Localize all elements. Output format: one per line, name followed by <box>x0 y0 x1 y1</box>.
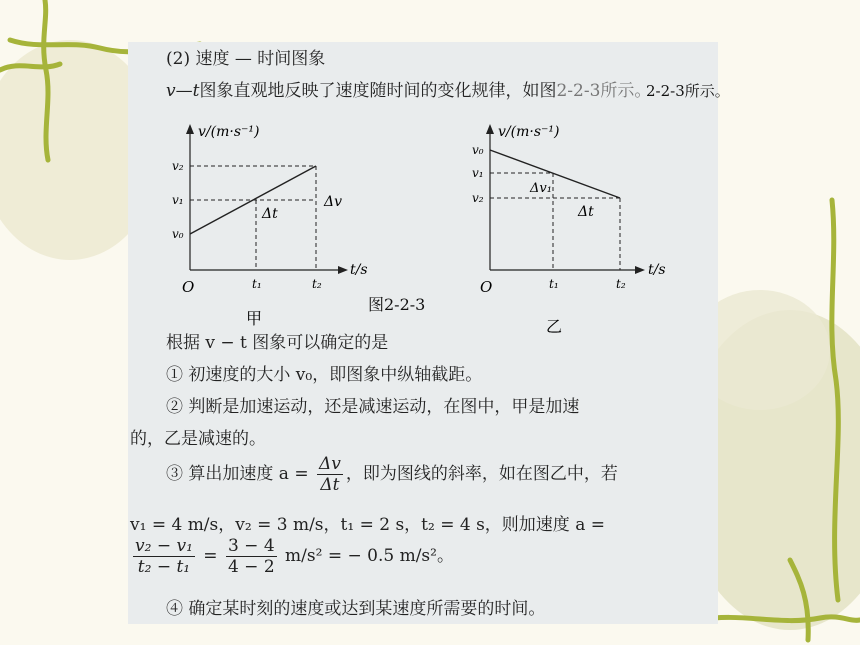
delta-t-label: Δt <box>262 206 278 222</box>
item-4: ④ 确定某时刻的速度或达到某速度所需要的时间。 <box>166 599 546 619</box>
x-axis-arrow <box>635 266 645 274</box>
y-axis-arrow <box>486 124 494 134</box>
x-axis-label: t/s <box>350 262 368 278</box>
fraction-dv-dt: $\frac{\Delta v}{\Delta t}$ <box>319 454 341 495</box>
delta-v-label: Δv <box>324 194 343 210</box>
item-3-line-2: v₁ = 4 m/s，v₂ = 3 m/s，t₁ = 2 s，t₂ = 4 s，则加速度 a = <box>130 515 605 535</box>
delta-t-label: Δt <box>578 204 594 220</box>
fraction-v-t: $\frac{\text{v₂ − v₁}}{\text{t₂ − t₁}}$ <box>135 536 193 577</box>
y-axis-arrow <box>186 124 194 134</box>
item-2-line-1: ② 判断是加速运动，还是减速运动，在图中，甲是加速 <box>166 397 580 417</box>
tick-t2: t₂ <box>312 277 322 291</box>
velocity-line <box>490 150 620 198</box>
graph-label-yi: 乙 <box>546 317 563 336</box>
origin-label: O <box>182 278 195 296</box>
tick-v1: v₁ <box>472 166 484 180</box>
content-panel <box>128 42 718 624</box>
tick-v2: v₂ <box>472 191 484 205</box>
tick-v0: v₀ <box>472 143 484 157</box>
delta-v1-label: Δv₁ <box>530 181 552 196</box>
y-axis-label: v/(m·s⁻¹) <box>498 124 560 140</box>
tick-v1: v₁ <box>172 193 184 207</box>
section-heading: (2) 速度 — 时间图象 <box>166 49 326 69</box>
intro-line: v—t图象直观地反映了速度随时间的变化规律，如图2-2-3所示。 <box>166 81 652 101</box>
tick-v0: v₀ <box>172 227 184 241</box>
tick-t1: t₁ <box>549 277 559 291</box>
figure-caption: 图2-2-3 <box>368 295 426 314</box>
figure-reference-overlay: 2-2-3所示。 <box>646 82 730 100</box>
item-3-line-1: ③ 算出加速度 a = $\frac{\Delta v}{\Delta t}$ ，即为图线的斜率，如在图乙中，若 <box>166 454 618 495</box>
graph-yi <box>472 124 666 336</box>
conclusion-intro: 根据 v − t 图象可以确定的是 <box>166 333 389 353</box>
y-axis-label: v/(m·s⁻¹) <box>198 124 260 140</box>
x-axis-label: t/s <box>648 262 666 278</box>
tick-t2: t₂ <box>616 277 626 291</box>
graph-label-jia: 甲 <box>246 309 263 328</box>
item-2-line-2: 的，乙是减速的。 <box>130 429 266 449</box>
figure-2-2-3 <box>128 120 718 360</box>
item-1: ① 初速度的大小 v₀，即图象中纵轴截距。 <box>166 365 483 385</box>
item-3-line-3: $\frac{\text{v₂ − v₁}}{\text{t₂ − t₁}}$ = $\frac{3 - 4}{4 - 2}$ m/s² = − 0.5 m/s²。 <box>135 536 454 577</box>
tick-t1: t₁ <box>252 277 262 291</box>
origin-label: O <box>480 278 493 296</box>
tick-v2: v₂ <box>172 159 184 173</box>
graph-jia <box>172 124 368 328</box>
fraction-values: $\frac{3 - 4}{4 - 2}$ <box>227 536 275 577</box>
x-axis-arrow <box>338 266 348 274</box>
